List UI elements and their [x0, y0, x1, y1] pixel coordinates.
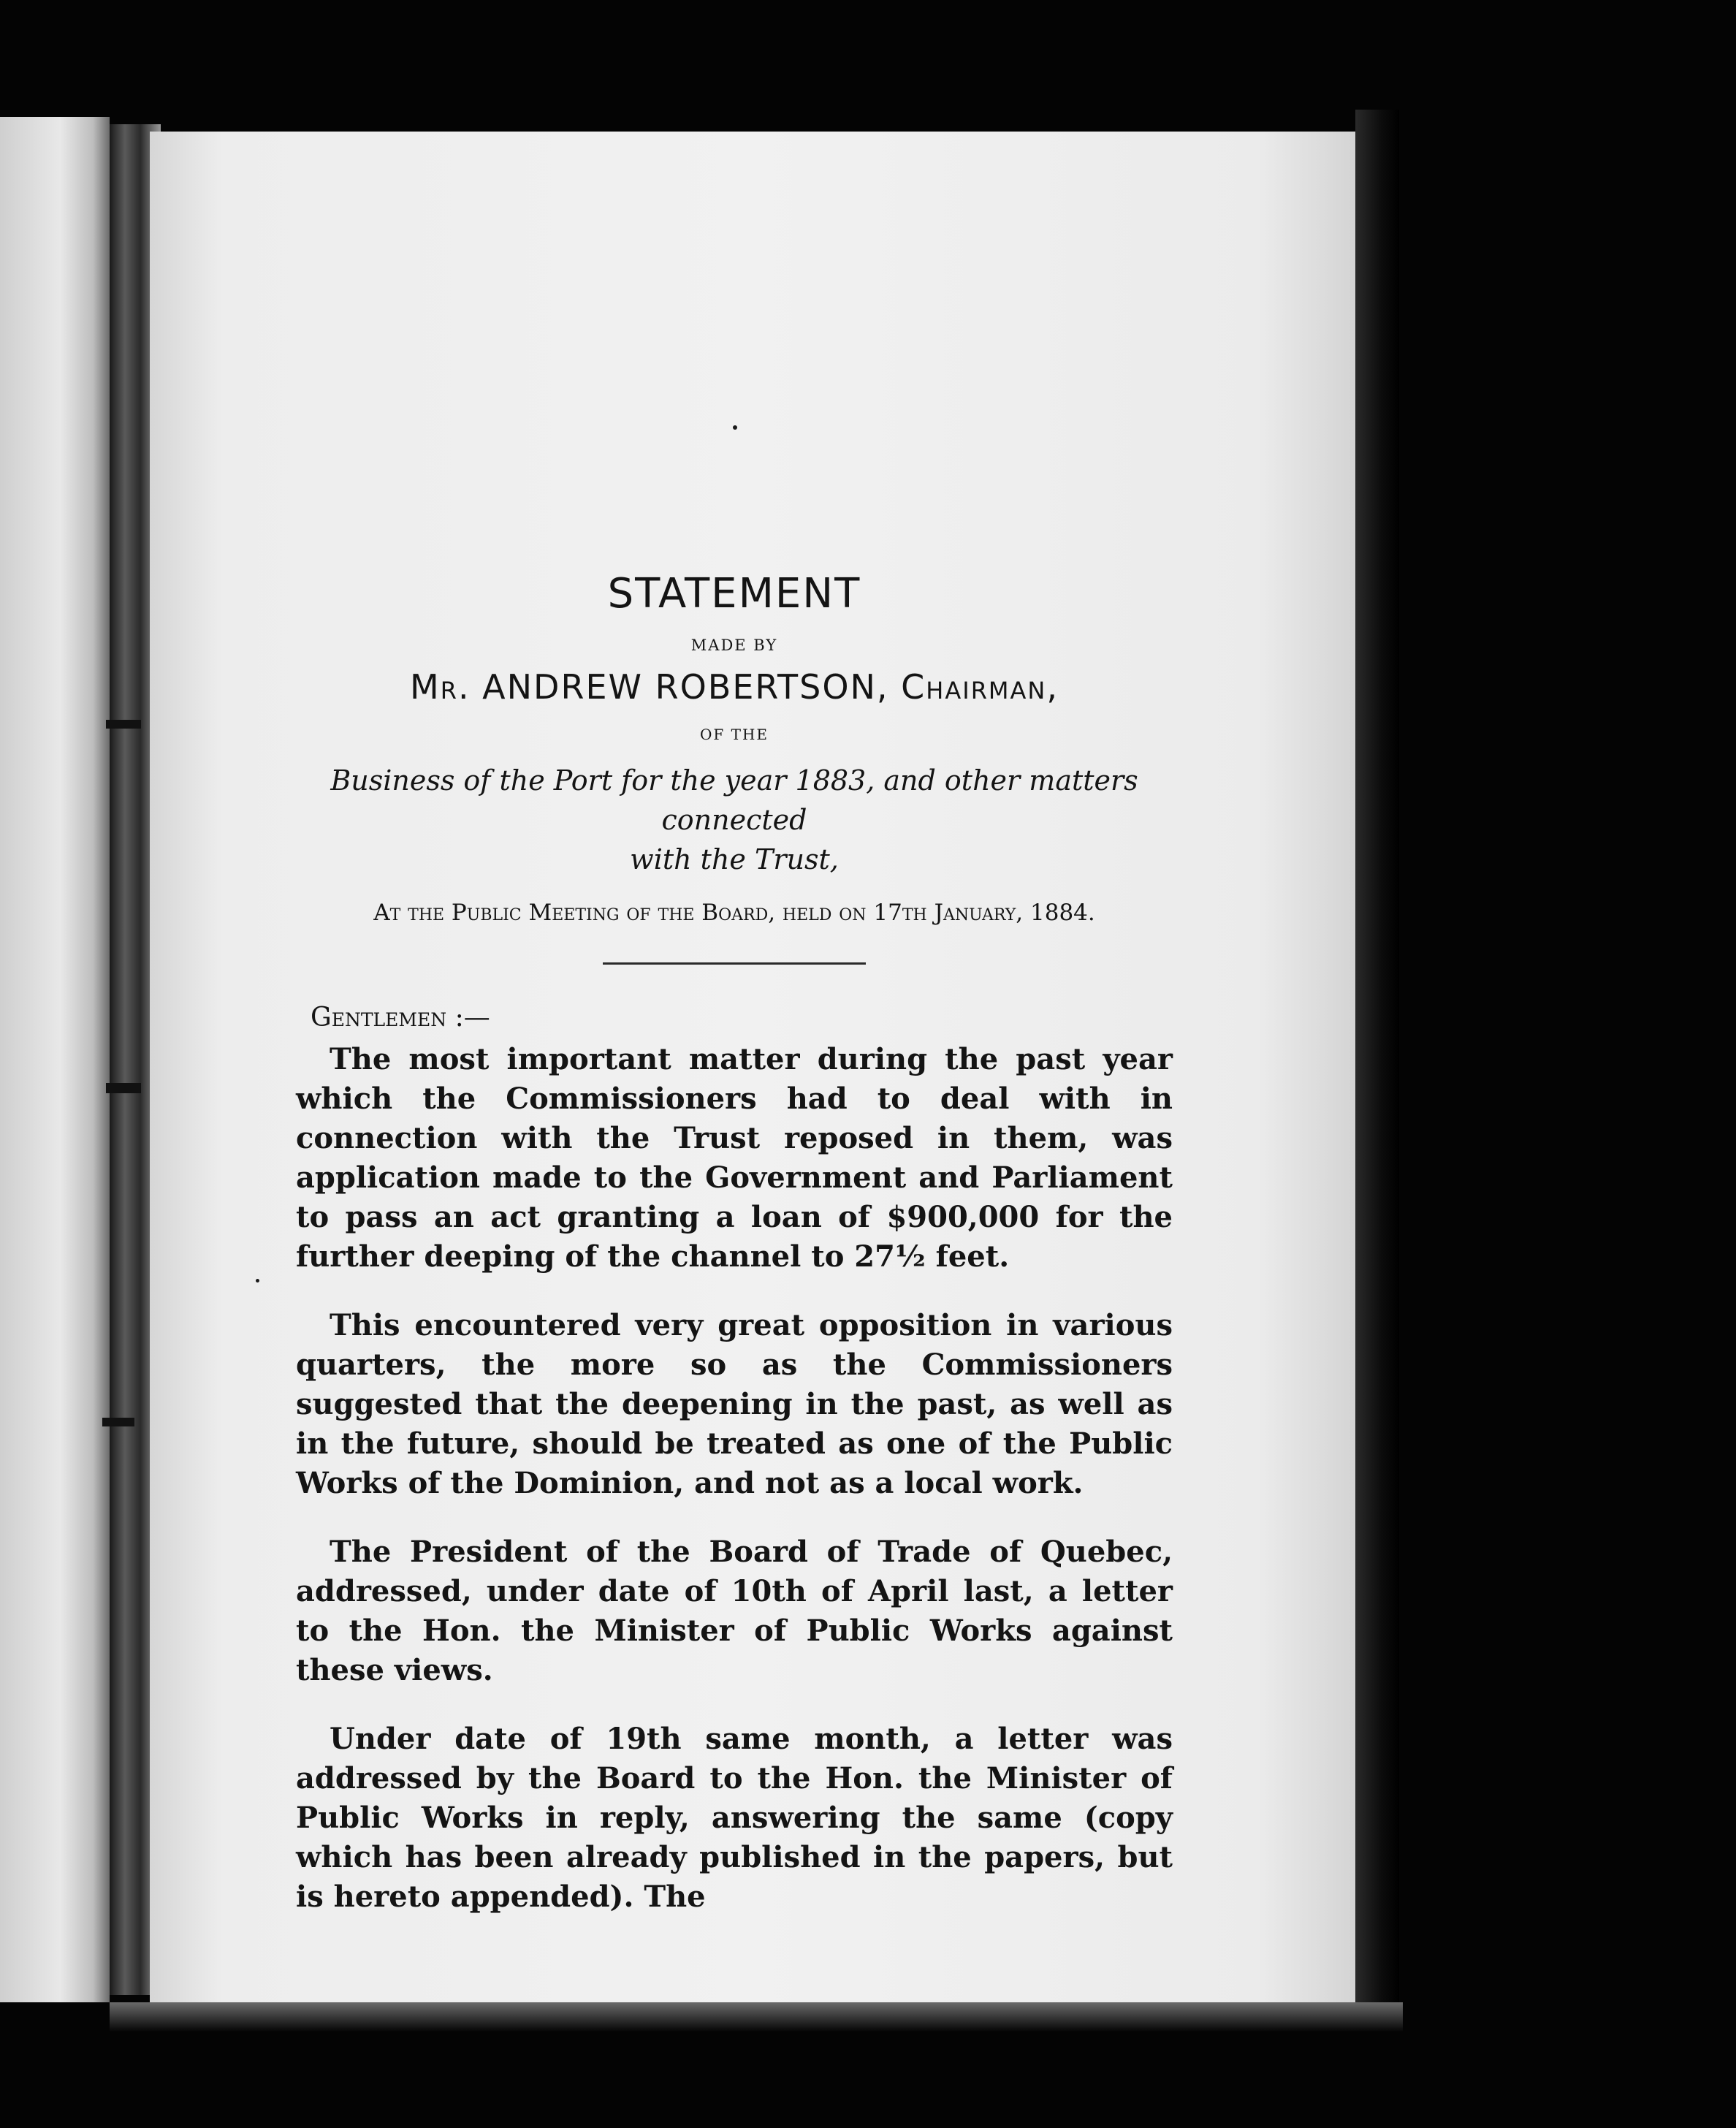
- paragraph: Under date of 19th same month, a letter was addressed by the Board to the Hon. the Minister of Public Works in reply, answering the same (copy which has been already published in the papers, but is hereto appended). The: [296, 1722, 1173, 1914]
- page-edge-shadow: [1355, 110, 1399, 2010]
- document-title: STATEMENT: [607, 570, 861, 618]
- meeting-line: At the Public Meeting of the Board, held on 17th January, 1884.: [373, 900, 1095, 926]
- chairman-name: Mr. ANDREW ROBERTSON, Chairman,: [410, 667, 1059, 707]
- binding-mark: [106, 1083, 141, 1093]
- scan-speck: [256, 1279, 259, 1282]
- of-the-line: OF THE: [699, 726, 769, 743]
- paragraph: This encountered very great opposition in various quarters, the more so as the Commissioners suggested that the deepening in the past, as well as in the future, should be treated as one of the Public Works of the Dominion, and not as a local work.: [296, 1308, 1173, 1500]
- paragraph: The President of the Board of Trade of Quebec, addressed, under date of 10th of April last, a letter to the Hon. the Minister of Public Works against these views.: [296, 1535, 1173, 1687]
- document-subtitle: Business of the Port for the year 1883, and other matters connected with the Trust,: [330, 764, 1138, 875]
- scan-speck: [733, 425, 737, 430]
- binding-mark: [106, 720, 141, 729]
- page-bottom-shadow: [110, 2002, 1403, 2032]
- salutation: Gentlemen :—: [311, 1003, 490, 1033]
- section-divider: [603, 962, 866, 965]
- document-body: [296, 570, 1173, 1946]
- made-by-line: MADE BY: [690, 636, 778, 654]
- binding-mark: [102, 1418, 134, 1426]
- facing-page-edge: [0, 117, 110, 2002]
- paragraph: The most important matter during the past year which the Commissioners had to deal with in connection with the Trust reposed in them, was application made to the Government and Parliament to pass an act granting a loan of $900,000 for the further deeping of the channel to 27½ feet.: [296, 1042, 1173, 1274]
